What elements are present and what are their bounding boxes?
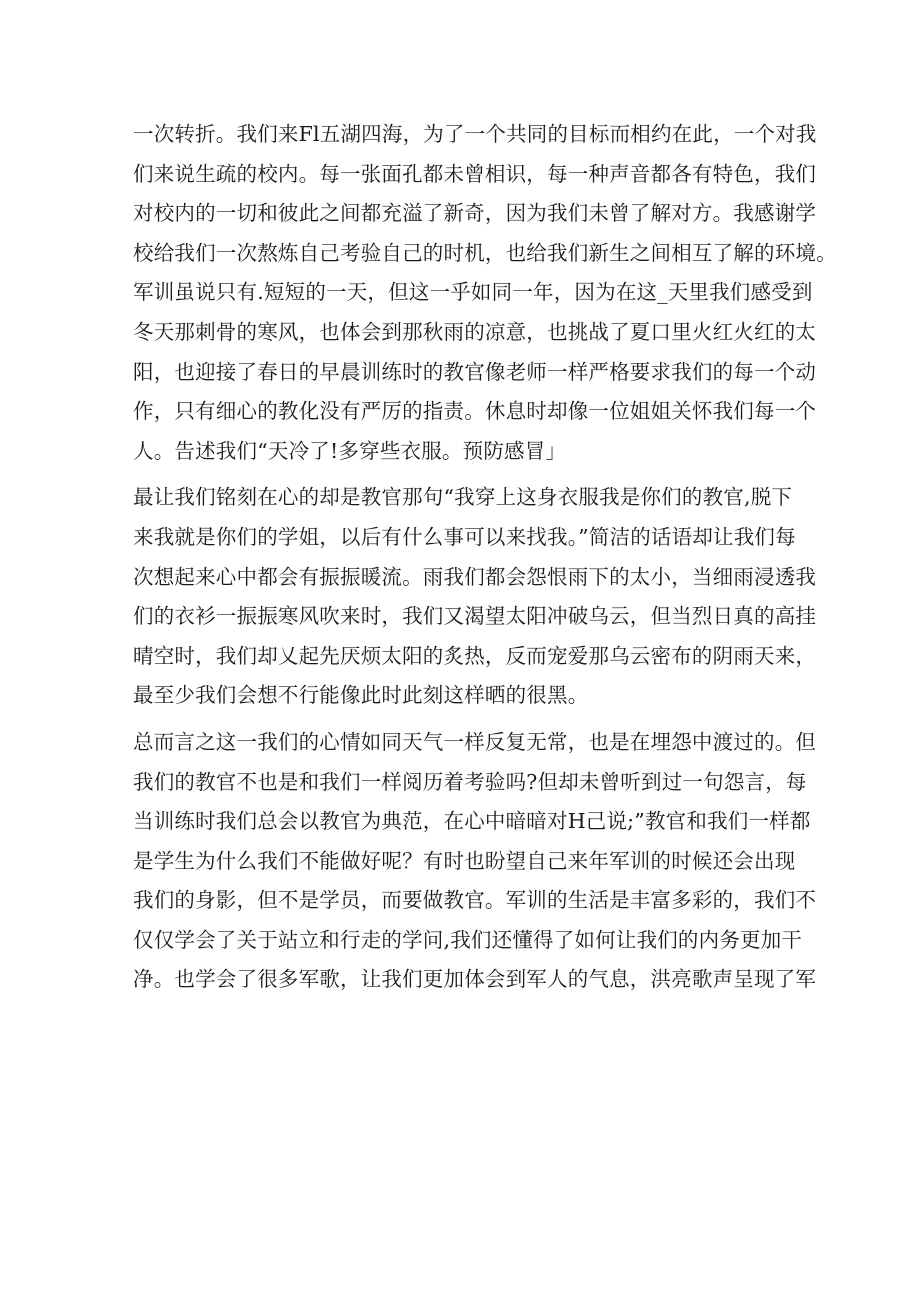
text-line: 我们的身影，但不是学员，而要做教官。军训的生活是丰富多彩的，我们不 <box>133 888 817 913</box>
paragraph-spacer <box>133 471 803 478</box>
paragraph-2 <box>133 478 817 716</box>
text-line: 最让我们铭刻在心的却是教官那句“我穿上这身衣服我是你们的教官,脱下 <box>133 485 793 510</box>
text-line: 们的衣衫一振振寒风吹来时，我们又渴望太阳冲破乌云，但当烈日真的高挂 <box>133 604 817 629</box>
text-line: 晴空时，我们却乂起先厌烦太阳的炙热，反而宠爱那乌云密布的阴雨天来， <box>133 643 817 668</box>
text-line: 是学生为什么我们不能做好呢？有时也盼望自己来年军训的时候还会出现 <box>133 848 796 873</box>
text-line: 对校内的一切和彼此之间都充溢了新奇，因为我们未曾了解对方。我感谢学 <box>133 201 817 226</box>
text-line: 来我就是你们的学姐，以后有什么事可以来找我。”简洁的话语却让我们每 <box>133 524 796 549</box>
text-line: 总而言之这一我们的心情如同天气一样反复无常，也是在埋怨中渡过的。但 <box>133 729 817 754</box>
text-line: 仅仅学会了关于站立和行走的学问,我们还懂得了如何让我们的内务更加干 <box>133 927 803 952</box>
document-body <box>133 115 837 1000</box>
text-line: 们来说生疏的校内。每一张面孔都未曾相识，每一种声音都各有特色，我们 <box>133 161 817 186</box>
text-line: 军训虽说只有.短短的一天，但这一乎如同一年，因为在这_天里我们感受到 <box>133 280 813 305</box>
text-line: 冬天那刺骨的寒风，也体会到那秋雨的凉意，也挑战了夏口里火红火红的太 <box>133 319 817 344</box>
text-line: 阳，也迎接了春日的早晨训练时的教官像老师一样严格要求我们的每一个动 <box>133 359 817 384</box>
text-line: 校给我们一次熬炼自己考验自己的时机，也给我们新生之间相互了解的环境。 <box>133 240 837 265</box>
text-line: 净。也学会了很多军歌，让我们更加体会到军人的气息，洪亮歌声呈现了军 <box>133 967 817 992</box>
text-line: 最至少我们会想不行能像此时此刻这样晒的很黑。 <box>133 683 589 708</box>
text-line: 作，只有细心的教化没有严厉的指责。休息时却像一位姐姐关怀我们每一个 <box>133 399 817 424</box>
text-line: 人。告述我们“天冷了!多穿些衣服。预防感冒」 <box>133 438 567 463</box>
paragraph-1 <box>133 115 837 471</box>
paragraph-spacer <box>133 716 803 723</box>
text-line: 一次转折。我们来Fl五湖四海，为了一个共同的目标而相约在此，一个对我 <box>133 122 817 146</box>
text-line: 当训练时我们总会以教官为典范，在心中暗暗对H己说;”教官和我们一样都 <box>133 809 811 834</box>
text-line: 次想起来心中都会有振振暖流。雨我们都会怨恨雨下的太小，当细雨浸透我 <box>133 564 817 589</box>
paragraph-3 <box>133 723 817 1000</box>
text-line: 我们的教官不也是和我们一样阅历着考验吗?但却未曾听到过一句怨言，每 <box>133 769 807 794</box>
